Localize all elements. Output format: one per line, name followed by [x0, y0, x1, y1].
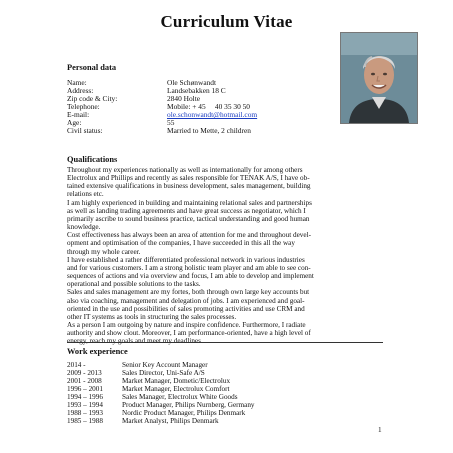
work-role: Sales Director, Uni-Safe A/S — [122, 369, 205, 377]
portrait-image — [341, 33, 417, 123]
profile-photo — [340, 32, 418, 124]
qualification-line: other IT systems as tools in structuring the sales processes. — [67, 312, 237, 321]
qualification-line: tained extensive qualifications in business development, sales management, building — [67, 182, 311, 191]
work-years: 1985 – 1988 — [67, 417, 103, 425]
work-role: Senior Key Account Manager — [122, 361, 208, 369]
document-title: Curriculum Vitae — [160, 12, 293, 31]
personal-value: 55 — [167, 118, 175, 127]
qualification-line: I have established a rather differentiated professional network in various industries — [67, 255, 305, 264]
qualification-line: Cost effectiveness has always been an area of attention for me and throughout devel- — [67, 231, 311, 240]
work-role: Market Analyst, Philips Denmark — [122, 417, 219, 425]
qualification-line: also via coaching, management and delegation of jobs. I am experienced and goal- — [67, 296, 305, 305]
personal-value: 2840 Holte — [167, 94, 201, 103]
qualifications-heading: Qualifications — [67, 155, 118, 164]
personal-label: Name: — [67, 78, 87, 87]
personal-value: Landsebakken 18 C — [167, 86, 226, 95]
qualification-line: primarily ascribe to sound business practice, tactical understanding and good human — [67, 214, 310, 223]
work-years: 2014 - — [67, 361, 86, 369]
qualification-line: oriented in the use and possibilities of sales promoting activities and use CRM and — [67, 304, 305, 313]
qualification-line: I am highly experienced in building and maintaining relational sales and partnerships — [67, 198, 312, 207]
personal-label: Civil status: — [67, 126, 103, 135]
personal-label: Telephone: — [67, 102, 100, 111]
qualification-line: Throughout my experiences nationally as well as internationally for among others — [67, 166, 303, 174]
work-role: Market Manager, Electrolux Comfort — [122, 385, 230, 393]
qualification-line: As a person I am outgoing by nature and inspire confidence. Furthermore, I radiate — [67, 320, 306, 329]
work-role: Nordic Product Manager, Philips Denmark — [122, 409, 246, 417]
personal-value: Mobile: + 45 40 35 30 50 — [167, 102, 251, 111]
personal-label: Address: — [67, 86, 94, 95]
qualification-line: as well as landing trading agreements and have great success as negotiator, which I — [67, 206, 306, 215]
work-years: 2009 - 2013 — [67, 369, 102, 377]
work-years: 1994 – 1996 — [67, 393, 103, 401]
qualification-line: sequences of actions and via overview and focus, I am able to develop and implement — [67, 272, 314, 281]
work-years: 1988 – 1993 — [67, 409, 103, 417]
qualification-line: and for various customers. I am a strong holistic team player and am able to see con- — [67, 263, 311, 272]
page-number: 1 — [378, 426, 382, 434]
section-divider — [67, 342, 383, 343]
work-years: 1993 – 1994 — [67, 401, 103, 409]
personal-value: Ole Schønwandt — [167, 78, 217, 87]
qualification-line: Electrolux and Phillips and recently as sales responsible for TENAK A/S, I have ob- — [67, 174, 310, 183]
qualification-line: opment and optimisation of the companies, I have succeeded in this all the way — [67, 239, 295, 248]
qualification-line: operational and possible solutions to the tasks. — [67, 280, 201, 289]
personal-label: E-mail: — [67, 110, 90, 119]
personal-data-heading: Personal data — [67, 63, 117, 72]
qualification-line: energy, reach my goals and meet my deadlines. — [67, 337, 203, 346]
work-experience-heading: Work experience — [67, 347, 128, 356]
qualification-line: authority and show clout. Moreover, I am performance-oriented, have a high level of — [67, 329, 311, 338]
qualification-line: knowledge. — [67, 223, 101, 232]
qualifications-text — [67, 166, 385, 345]
email-link[interactable]: ole.schonwandt@hotmail.com — [167, 110, 258, 119]
qualification-line: relations etc. — [67, 190, 104, 199]
work-role: Product Manager, Philips Nurnberg, Germany — [122, 401, 255, 409]
personal-value: Married to Mette, 2 children — [167, 126, 251, 135]
work-role: Market Manager, Dometic/Electrolux — [122, 377, 231, 385]
personal-label: Age: — [67, 118, 82, 127]
work-years: 1996 – 2001 — [67, 385, 103, 393]
qualification-line: through my whole career. — [67, 247, 141, 256]
work-role: Sales Manager, Electrolux White Goods — [122, 393, 238, 401]
work-years: 2001 - 2008 — [67, 377, 102, 385]
qualification-line: Sales and sales management are my fortes, both through own large key accounts but — [67, 288, 310, 297]
personal-label: Zip code & City: — [67, 94, 118, 103]
